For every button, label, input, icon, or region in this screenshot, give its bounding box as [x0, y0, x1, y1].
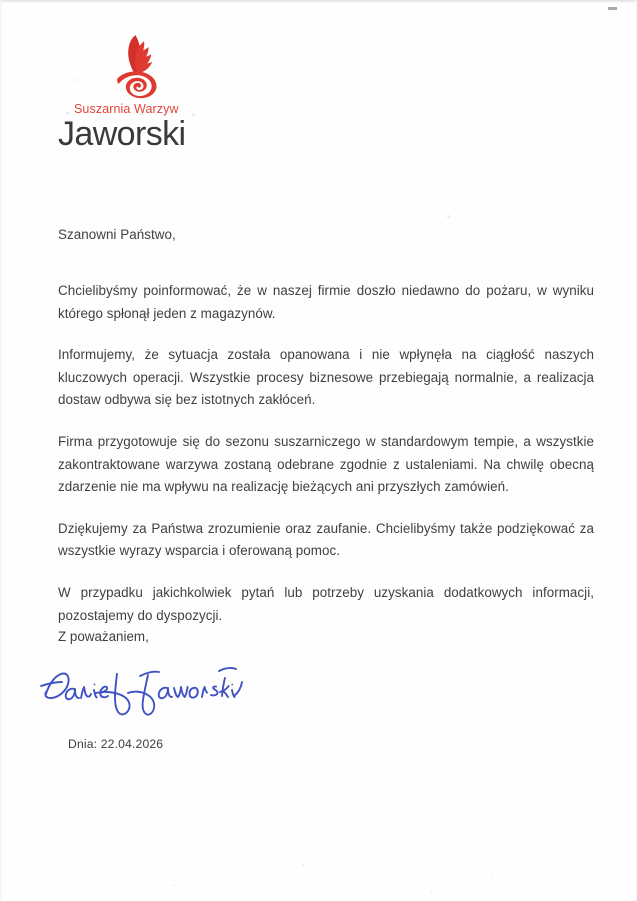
letter-paragraph-2: Informujemy, że sytuacja została opanowana i nie wpłynęła na ciągłość naszych kluczowych operacji. Wszystkie procesy biznesowe przebiegają normalnie, a realizacja dostaw odbywa się bez istotnych zakłóceń. [58, 347, 594, 408]
letter-paragraph-3: Firma przygotowuje się do sezonu suszarniczego w standardowym tempie, a wszystkie zakontraktowane warzywa zostaną odebrane zgodnie z ustaleniami. Na chwilę obecną zdarzenie nie ma wpływu na realizację bieżących ani przyszłych zamówień. [58, 433, 594, 495]
handwritten-signature-icon [22, 656, 272, 718]
date-line: Dnia: 22.04.2026 [68, 737, 164, 751]
brand-name: Jaworski [58, 115, 186, 153]
letterhead [58, 34, 258, 153]
flame-leaf-spiral-logo-icon [94, 34, 180, 100]
scan-speck [173, 884, 175, 886]
scan-speck [302, 864, 304, 866]
page-left-edge [0, 0, 2, 901]
letter-body [58, 226, 594, 627]
letter-paragraph-1: Chcielibyśmy poinformować, że w naszej firmie doszło niedawno do pożaru, w wyniku którego spłonął jeden z magazynów. [58, 283, 594, 321]
scan-speck [447, 215, 450, 218]
salutation: Szanowni Państwo, [58, 227, 176, 242]
scan-speck [490, 877, 492, 879]
valediction: Z poważaniem, [58, 629, 149, 644]
closing-block [58, 628, 478, 718]
page-top-edge [0, 0, 637, 3]
letter-paragraph-5: W przypadku jakichkolwiek pytań lub potrzeby uzyskania dodatkowych informacji, pozostajemy do dyspozycji. [58, 584, 594, 623]
scan-artifact-mark [608, 7, 617, 10]
scan-speck [430, 890, 432, 892]
letter-paragraph-4: Dziękujemy za Państwa zrozumienie oraz zaufanie. Chcielibyśmy także podziękować za wszystkie wyrazy wsparcia i oferowaną pomoc. [58, 520, 594, 559]
brand-tagline: Suszarnia Warzyw [74, 102, 179, 116]
